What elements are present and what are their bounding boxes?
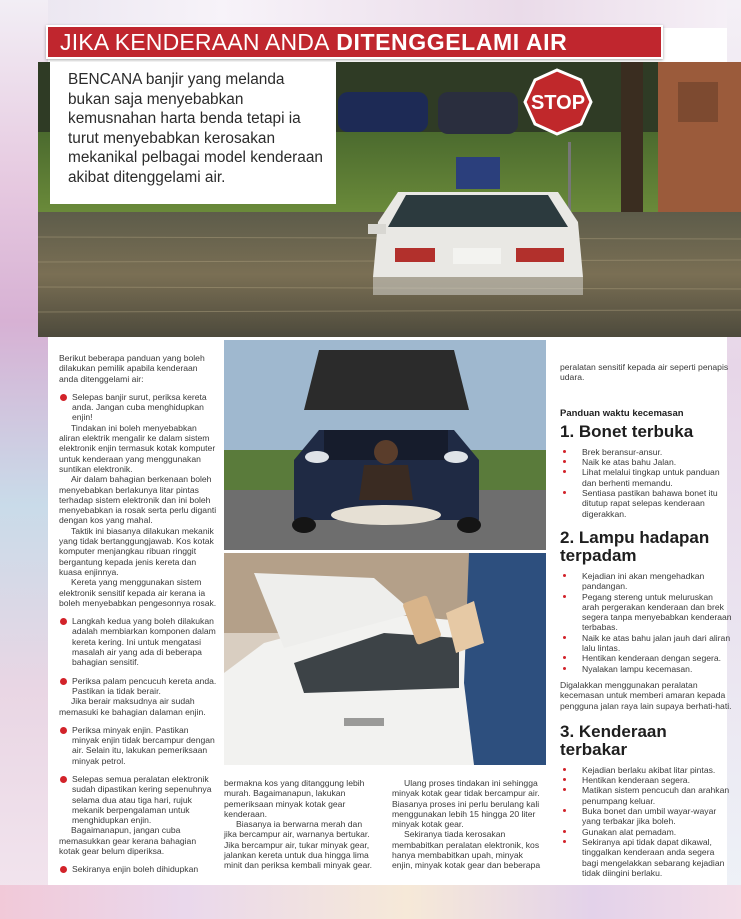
bullet-item: Periksa minyak enjin. Pastikan minyak enjin tidak bercampur dengan air. Selain itu, lakukan pemeriksaan minyak petrol. [59, 725, 217, 766]
stop-sign-text: STOP [530, 92, 586, 114]
paragraph: Sekiranya tiada kerosakan membabitkan peralatan elektronik, kos hanya membabitkan upah, minyak enjin, minyak kotak gear dan beberapa [392, 829, 541, 871]
list-item: Pegang stereng untuk meluruskan arah pergerakan kenderaan dan brek segera tanpa menyebabkan kenderaan terbabas. [560, 592, 732, 633]
headline-regular: JIKA KENDERAAN ANDA [60, 28, 330, 55]
list-item: Sekiranya api tidak dapat dikawal, tinggalkan kenderaan anda segera bagi mengelakkan sebarang kejadian tidak diingini berlaku. [560, 837, 732, 878]
list-item: Sentiasa pastikan bahawa bonet itu ditutup rapat selepas kenderaan digerakkan. [560, 488, 732, 519]
lead-paragraph: Berikut beberapa panduan yang boleh dilakukan pemilik apabila kenderaan anda ditenggelami air: [59, 353, 205, 384]
photo-woman-with-phone [224, 553, 546, 765]
list-item: Naik ke atas bahu jalan jauh dari aliran lalu lintas. [560, 633, 732, 654]
bullet-item: Selepas banjir surut, periksa kereta anda. Jangan cuba menghidupkan enjin! [59, 392, 217, 423]
list-item: Kejadian berlaku akibat litar pintas. [560, 765, 732, 775]
list-item: Matikan sistem pencucuh dan arahkan penumpang keluar. [560, 785, 732, 806]
bullet-item: Sekiranya enjin boleh dihidupkan [59, 864, 217, 874]
paragraph: Jika berair maksudnya air sudah memasuki ke bahagian dalaman enjin. [59, 696, 206, 717]
paragraph: Air dalam bahagian berkenaan boleh menyebabkan berlakunya litar pintas terhadap sistem elektronik dan ini boleh menyebabkan ia rosak serta perlu diganti dengan kos yang mahal. [59, 474, 217, 526]
broken-down-car-illustration [224, 340, 546, 550]
continued-text: peralatan sensitif kepada air seperti penapis udara. [560, 362, 729, 383]
intro-text: BENCANA banjir yang melanda bukan saja menyebabkan kemusnahan harta benda tetapi ia turut menyebabkan kerosakan mekanikal pelbagai model kenderaan akibat ditenggelami air. [68, 71, 323, 186]
paragraph: Kereta yang menggunakan sistem elektronik sensitif kepada air kerana ia boleh menyebabkan pengesonnya rosak. [59, 577, 217, 608]
paragraph: Digalakkan menggunakan peralatan kecemasan untuk memberi amaran kepada pengguna jalan raya lain supaya berhati-hati. [560, 679, 732, 711]
background-top [0, 0, 741, 28]
list-headlights-off [560, 571, 732, 674]
bullet-item: Selepas semua peralatan elektronik sudah dipastikan kering sepenuhnya selama dua atau tiga hari, rujuk mekanik berpengalaman untuk menghidupkan enjin. [59, 774, 217, 825]
list-item: Hentikan kenderaan dengan segera. [560, 653, 732, 663]
list-item: Buka bonet dan umbil wayar-wayar yang terbakar jika boleh. [560, 806, 732, 827]
list-item: Nyalakan lampu kecemasan. [560, 664, 732, 674]
section-title-headlights-off: 2. Lampu hadapan terpadam [560, 527, 710, 565]
column-left [59, 353, 217, 875]
paragraph: bermakna kos yang ditanggung lebih murah. Bagaimanapun, lakukan pemeriksaan minyak kotak gear kenderaan. [224, 778, 365, 819]
bullet-item: Periksa palam pencucuh kereta anda. Pastikan ia tidak berair. [59, 676, 217, 697]
list-item: Naik ke atas bahu Jalan. [560, 457, 732, 467]
intro-box [50, 62, 336, 204]
background-bottom-watercolor [0, 885, 741, 919]
column-middle-a [224, 778, 374, 871]
list-item: Gunakan alat pemadam. [560, 827, 732, 837]
list-item: Lihat melalui tingkap untuk panduan dan berhenti memandu. [560, 467, 732, 488]
paragraph: Bagaimanapun, jangan cuba memasukkan gear kerana bahagian kotak gear belum diperiksa. [59, 825, 197, 857]
section-title-vehicle-fire: 3. Kenderaan terbakar [560, 721, 667, 759]
paragraph: Biasanya ia berwarna merah dan jika bercampur air, warnanya bertukar. Jika bercampur air, tukar minyak gear, jalankan kereta untuk dua hingga lima minit dan periksa kembali minyak gear. [224, 819, 373, 871]
photo-man-in-front-of-car [224, 340, 546, 550]
list-bonnet-open [560, 447, 732, 519]
list-item: Brek beransur-ansur. [560, 447, 732, 457]
subheading-emergency-guide: Panduan waktu kecemasan [560, 407, 684, 419]
column-middle-b [392, 778, 542, 871]
paragraph: Ulang proses tindakan ini sehingga minyak kotak gear tidak bercampur air. Biasanya proses ini perlu berulang kali menggunakan lebih 15 hingga 20 liter minyak kotak gear. [392, 778, 540, 830]
paragraph: Taktik ini biasanya dilakukan mekanik yang tidak bertanggungjawab. Kos kotak komputer menjangkau ribuan ringgit bergantung kepada jenis kereta dan kuasa enjinnya. [59, 525, 214, 577]
list-item: Kejadian ini akan mengehadkan pandangan. [560, 571, 732, 592]
bullet-item: Langkah kedua yang boleh dilakukan adalah membiarkan komponen dalam kereta kering. Ini untuk mengatasi masalah air yang ada di beberapa bahagian sensitif. [59, 616, 217, 667]
section-title-bonnet-open: 1. Bonet terbuka [560, 421, 694, 441]
column-right [560, 362, 732, 888]
paragraph: Tindakan ini boleh menyebabkan aliran elektrik mengalir ke dalam sistem elektronik enjin termasuk kotak komputer untuk kenderaan yang menggunakan suntikan elektronik. [59, 422, 216, 474]
list-vehicle-fire [560, 765, 732, 878]
headline-bold: DITENGGELAMI AIR [336, 28, 568, 55]
headline-banner [46, 25, 663, 59]
white-car-phone-illustration [224, 553, 546, 765]
list-item: Hentikan kenderaan segera. [560, 775, 732, 785]
